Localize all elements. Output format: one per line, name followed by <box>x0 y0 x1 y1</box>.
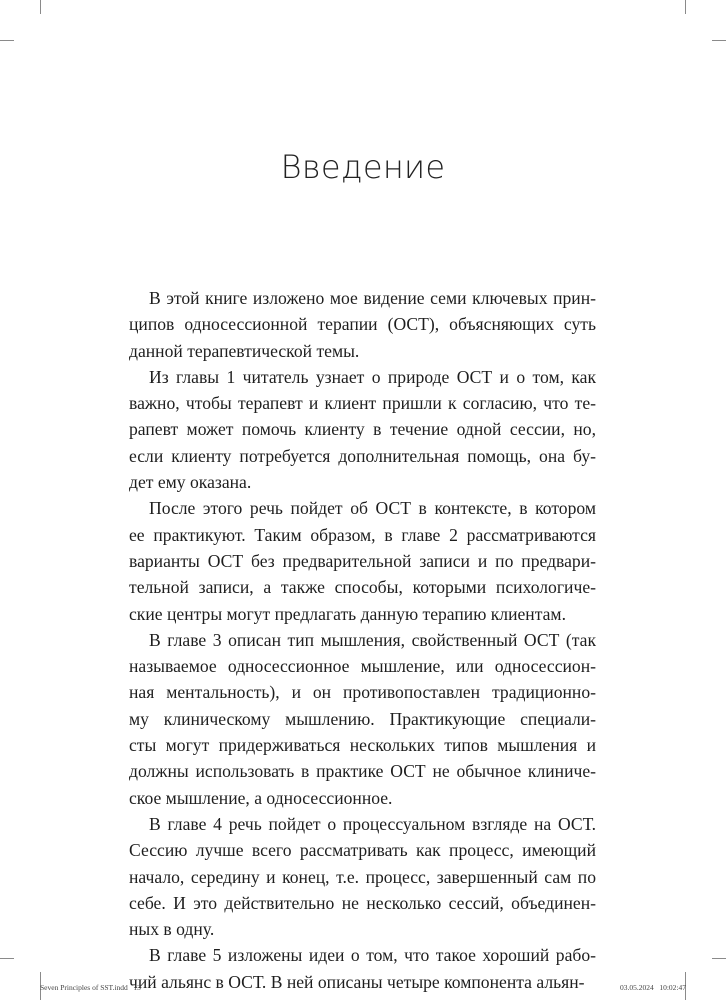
text-line: сты могут придерживаться нескольких типов мышления и <box>129 735 596 756</box>
text-line: ские центры могут предлагать данную терапию клиентам. <box>129 603 566 624</box>
body-text <box>129 285 596 995</box>
text-line: Сессию лучше всего рассматривать как процесс, имеющий <box>129 840 596 861</box>
text-line: ципов односессионной терапии (ОСТ), объясняющих суть <box>129 314 596 335</box>
text-line: После этого речь пойдет об ОСТ в контексте, в котором <box>149 498 596 519</box>
text-line: начало, середину и конец, т.е. процесс, завершенный сам по <box>129 866 596 887</box>
text-line: рапевт может помочь клиенту в течение одной сессии, но, <box>129 419 596 440</box>
text-line: если клиенту потребуется дополнительная помощь, она бу- <box>129 445 596 466</box>
text-line: чий альянс в ОСТ. В ней описаны четыре компонента альян- <box>129 971 585 992</box>
text-line: себе. И это действительно не несколько сессий, объединен- <box>129 892 596 913</box>
text-line: варианты ОСТ без предварительной записи и по предвари- <box>129 550 596 571</box>
crop-mark-left-top <box>0 40 14 41</box>
text-line: должны использовать в практике ОСТ не обычное клиниче- <box>129 761 596 782</box>
paragraph <box>129 285 596 364</box>
text-line: му клиническому мышлению. Практикующие специали- <box>129 708 596 729</box>
text-line: Из главы 1 читатель узнает о природе ОСТ и о том, как <box>149 366 596 387</box>
paragraph <box>129 495 596 626</box>
text-line: ее практикуют. Таким образом, в главе 2 рассматриваются <box>129 524 596 545</box>
paragraph <box>129 364 596 495</box>
paragraph <box>129 811 596 942</box>
text-line: В этой книге изложено мое видение семи ключевых прин- <box>149 288 596 308</box>
crop-mark-top-left <box>40 0 41 14</box>
crop-mark-right-top <box>712 40 726 41</box>
text-line: называемое односессионное мышление, или односессион- <box>129 656 596 677</box>
footer-file-info: Seven Principles of SST.indd 13 <box>40 983 141 992</box>
footer-timestamp: 03.05.2024 10:02:47 <box>619 983 686 992</box>
crop-mark-left-bottom <box>0 958 14 959</box>
chapter-title: Введение <box>280 148 446 186</box>
text-line: данной терапевтической темы. <box>129 340 360 361</box>
crop-mark-top-right <box>685 0 686 14</box>
text-line: ское мышление, а односессионное. <box>129 787 393 808</box>
text-line: ных в одну. <box>129 919 215 940</box>
text-line: В главе 3 описан тип мышления, свойственный ОСТ (так <box>149 629 596 650</box>
text-line: важно, чтобы терапевт и клиент пришли к согласию, что те- <box>129 393 596 414</box>
paragraph <box>129 942 596 995</box>
crop-mark-right-bottom <box>712 958 726 959</box>
text-line: В главе 4 речь пойдет о процессуальном взгляде на ОСТ. <box>149 813 596 834</box>
text-line: ная ментальность), и он противопоставлен традиционно- <box>129 682 596 703</box>
paragraph <box>129 627 596 811</box>
text-line: тельной записи, а также способы, которыми психологиче- <box>129 577 596 598</box>
text-line: В главе 5 изложены идеи о том, что такое хороший рабо- <box>149 945 596 966</box>
text-line: дет ему оказана. <box>129 472 252 493</box>
